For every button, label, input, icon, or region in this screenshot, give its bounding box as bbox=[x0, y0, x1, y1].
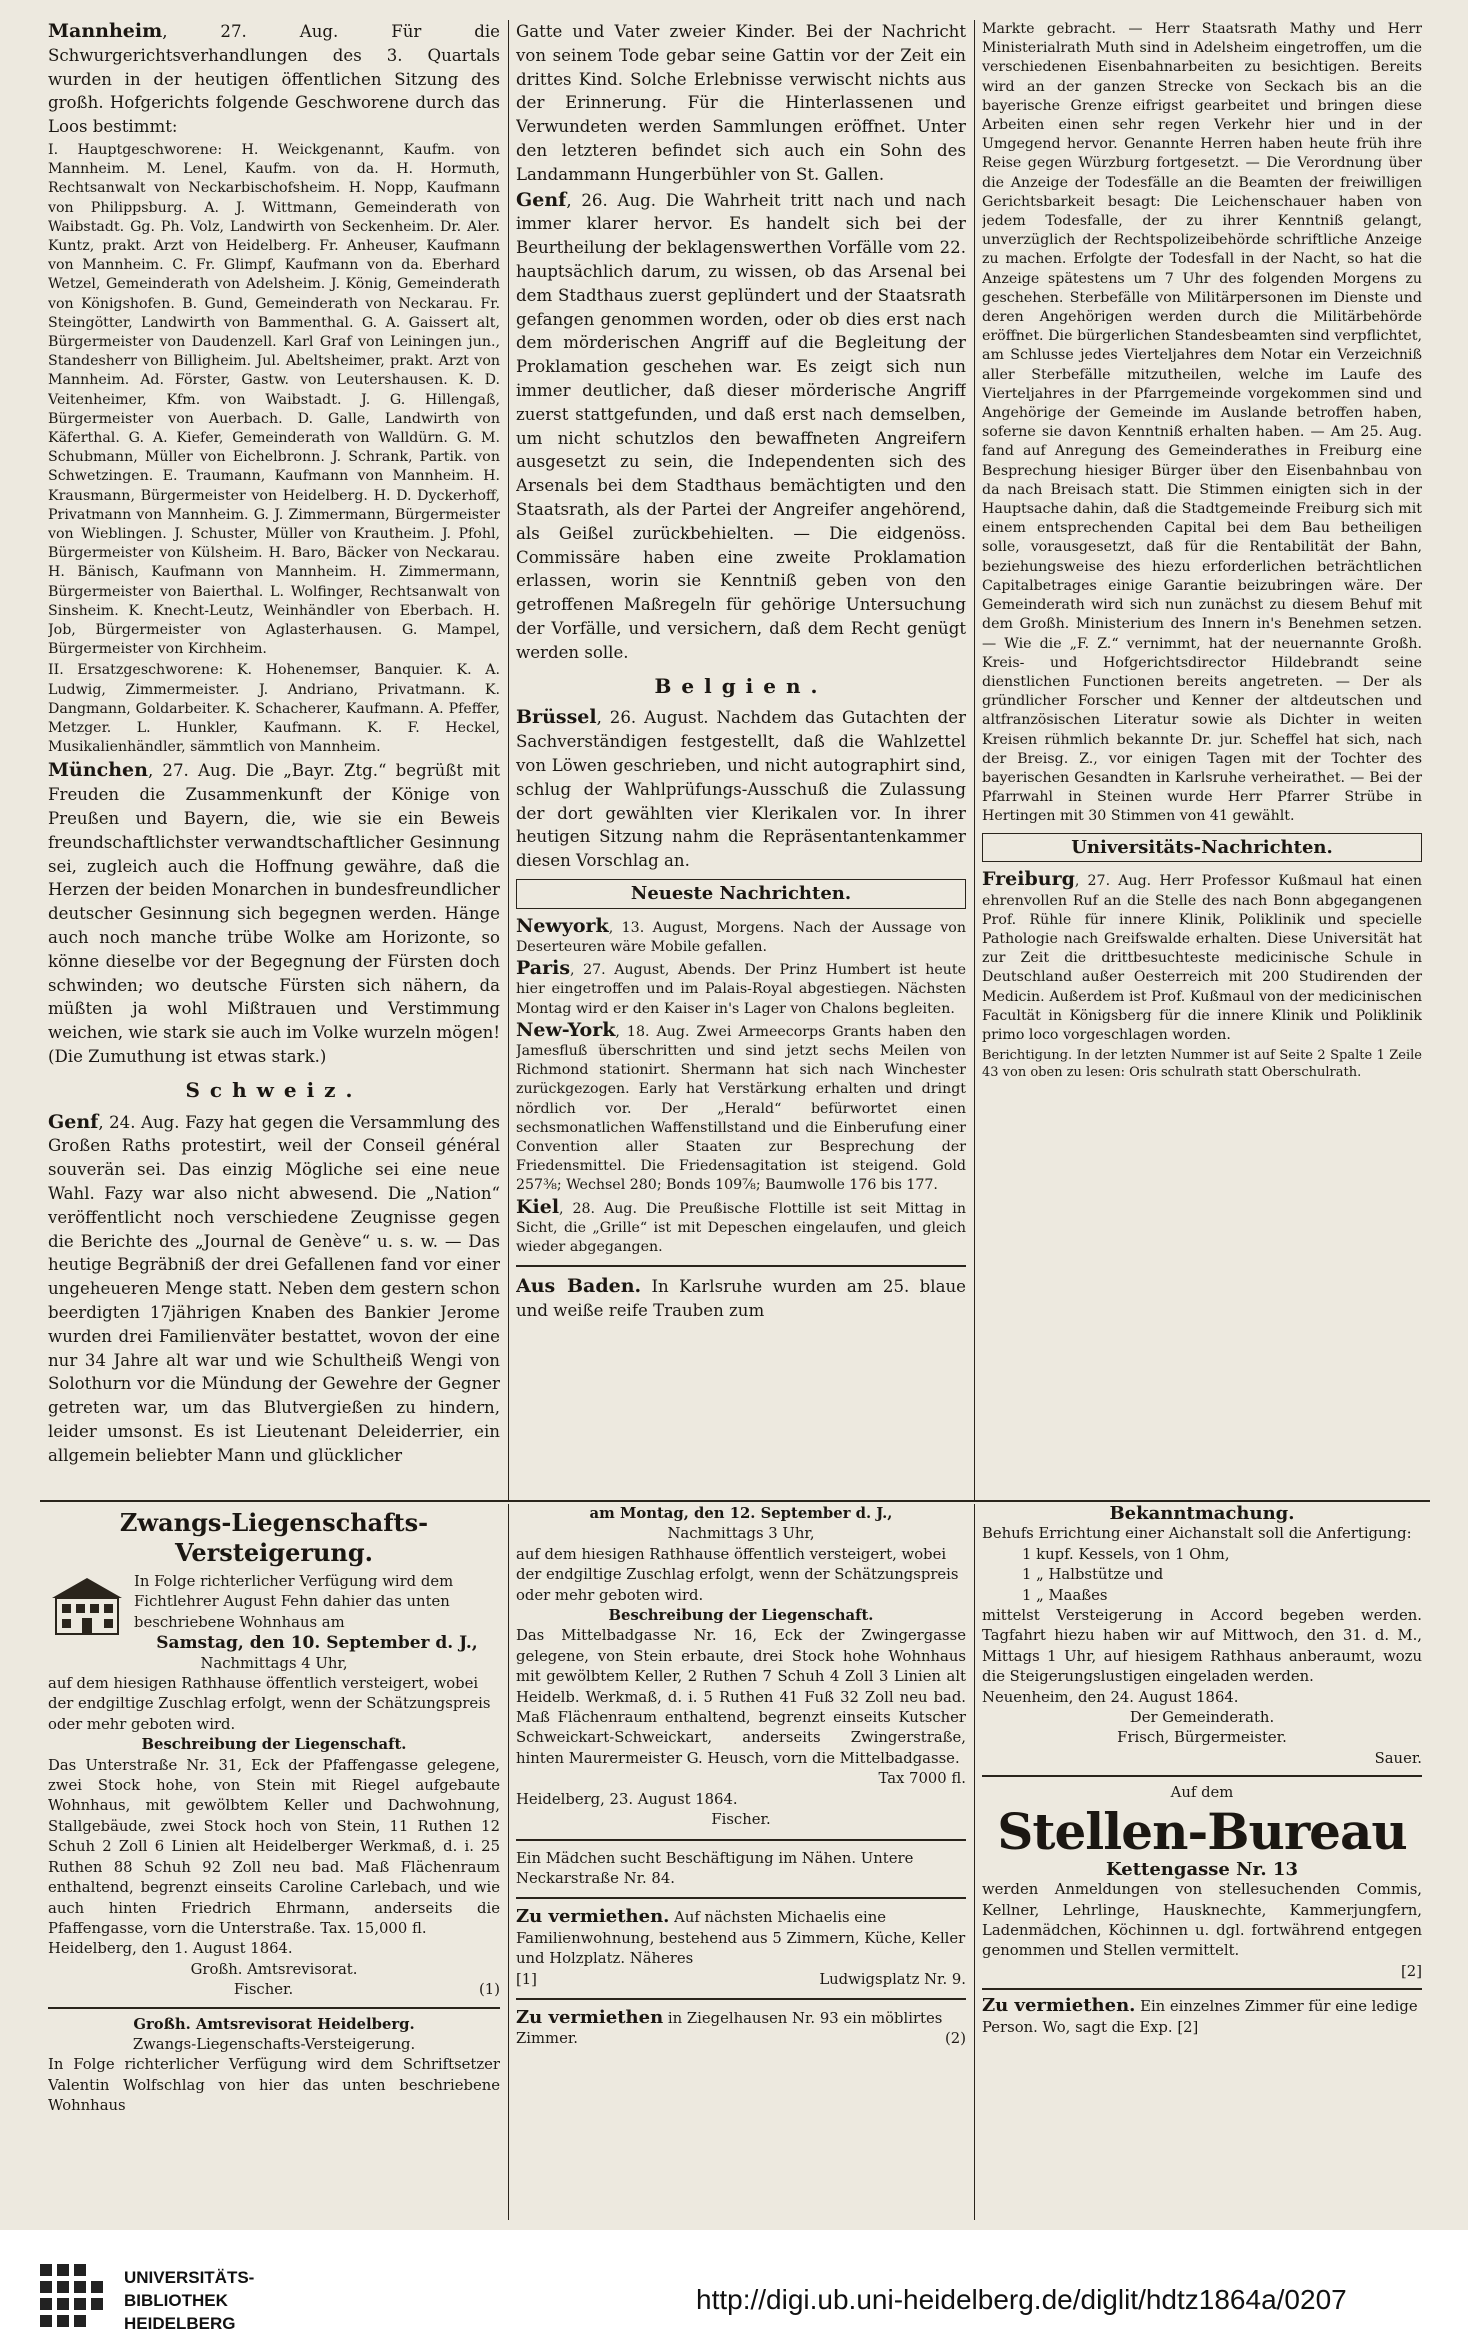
auction-date: Samstag, den 10. September d. J., bbox=[156, 1633, 478, 1654]
verm2-number: (2) bbox=[945, 2030, 966, 2048]
neueste-nachrichten-title: Neueste Nachrichten. bbox=[516, 879, 966, 909]
verm1-number: [1] bbox=[516, 1970, 537, 1988]
ad-column-2 bbox=[516, 1504, 966, 2224]
ads-separator bbox=[40, 1500, 1430, 1502]
bekanntmachung-intro: Behufs Errichtung einer Aichanstalt soll die Anfertigung: bbox=[982, 1525, 1412, 1543]
main-jurors-list: I. Hauptgeschworene: H. Weickgenannt, Kaufm. von Mannheim. M. Lenel, Kaufm. von da. H. Hormuth, Rechtsanwalt von Neckarbischofsheim. H. Nopp, Kaufmann von Philippsburg. A. J. Wittmann, Gemeinderath von Waibstadt. Gg. Ph. Volz, Landwirth von Seckenheim. Dr. Aler. Kuntz, prakt. Arzt von Heidelberg. Fr. Anheuser, Kaufmann von Mannheim. C. Fr. Glimpf, Kaufmann von da. Eberhard Wetzel, Gemeinderath von Adelsheim. J. König, Gemeinderath von Königshofen. B. Gund, Gemeinderath von Neckarau. Fr. Steingötter, Landwirth von Bammenthal. G. A. Gaissert alt, Bürgermeister von Daudenzell. Karl Graf von Leiningen jun., Standesherr von Billigheim. Jul. Abeltsheimer, prakt. Arzt von Mannheim. Ad. Förster, Gastw. von Leutershausen. K. D. Veitenheimer, Kfm. von Waibstadt. J. G. Hillengaß, Bürgermeister von Auerbach. D. Galle, Landwirth von Käferthal. G. A. Kiefer, Gemeinderath von Walldürn. G. M. Schubmann, Müller von Eichelbronn. J. Schrank, Partik. von Schwetzingen. E. Traumann, Kaufmann von Mannheim. H. Krausmann, Bürgermeister von Heidelberg. H. D. Dyckerhoff, Privatmann von Mannheim. G. J. Zimmermann, Bürgermeister von Wieblingen. J. Schuster, Müller von Krautheim. J. Pfohl, Bürgermeister von Külsheim. H. Baro, Bäcker von Neckarau. H. Bänisch, Kaufmann von Mannheim. H. Zimmermann, Bürgermeister von Baierthal. L. Wolfinger, Rechtsanwalt von Sinsheim. K. Knecht-Leutz, Weinhändler von Eberbach. H. Job, Bürgermeister von Aglasterhausen. G. Mampel, Bürgermeister von Kirchheim. bbox=[48, 141, 500, 658]
verm1-heading: Zu vermiethen. bbox=[516, 1906, 670, 1928]
column-2 bbox=[516, 20, 966, 1502]
genf2-heading: Genf bbox=[516, 188, 567, 211]
baden-heading: Aus Baden. bbox=[516, 1275, 642, 1298]
muenchen-article: , 27. Aug. Die „Bayr. Ztg.“ begrüßt mit Freuden die Zusammenkunft der Könige von Preußen und Bayern, die, wie sie ein Beweis freundschaftlichster verwandtschaftlicher Gesinnung sei, zugleich auch die Hoffnung gewähre, daß die Herzen der beiden Monarchen in bundesfreundlicher deutscher Gesinnung sich begegnen werden. Hänge auch noch manche trübe Wolke am Horizonte, so könne dieselbe vor der Begegnung der Fürsten doch schwinden; wo deutsche Fürsten sich nähern, da müßten ja wohl Mißtrauen und Verstimmung weichen, wie stark sie auch im Volke wurzeln mögen! (Die Zumuthung ist etwas stark.) bbox=[48, 761, 500, 1067]
ad-column-1 bbox=[48, 1504, 500, 2224]
column-divider bbox=[974, 1504, 975, 2220]
mannheim-heading: Mannheim bbox=[48, 20, 163, 42]
ad2-desc-title: Beschreibung der Liegenschaft. bbox=[608, 1607, 874, 1625]
gemeinderath: Der Gemeinderath. bbox=[1129, 1709, 1275, 1727]
auction-place-date: Heidelberg, den 1. August 1864. bbox=[48, 1940, 293, 1958]
reserve-jurors-list: II. Ersatzgeschworene: K. Hohenemser, Banquier. K. A. Ludwig, Zimmermeister. J. Andriano, Privatmann. K. Dangmann, Goldarbeiter. K. Schacherer, Kaufmann. A. Pfeffer, Metzger. L. Hunkler, Kaufmann. K. F. Heckel, Musikalienhändler, sämmtlich von Mannheim. bbox=[48, 662, 500, 756]
source-url-link[interactable]: http://digi.ub.uni-heidelberg.de/diglit/hdtz1864a/0207 bbox=[696, 2284, 1347, 2315]
ad2-title: Großh. Amtsrevisorat Heidelberg. bbox=[133, 2015, 415, 2033]
genf-continuation: Gatte und Vater zweier Kinder. Bei der Nachricht von seinem Tode gebar seine Gattin vor der Zeit ein drittes Kind. Solche Erlebnisse verwischt nichts aus der Erinnerung. Für die Hinterlassenen und Verwundeten werden Sammlungen eröffnet. Unter den letzteren befindet sich auch ein Sohn des Landammann Hungerbühler von St. Gallen. bbox=[516, 22, 966, 184]
genf-article: , 24. Aug. Fazy hat gegen die Versammlung des Großen Raths protestirt, weil der Conseil général souverän sei. Das einzig Mögliche sei eine neue Wahl. Fazy war also nicht abwesend. Die „Nation“ veröffentlicht noch verschiedene Zeugnisse gegen die Berichte des „Journal de Genève“ u. s. w. — Das heutige Begräbniß der drei Gefallenen fand vor einer ungeheueren Menge statt. Neben dem gestern schon beerdigten 17jährigen Knaben des Bankier Jerome wurden drei Familienväter bestattet, wovon der eine nur 34 Jahre alt war und wie Schultheiß Wengi von Solothurn vor die Mündung der Gewehre der Gegner getreten war, um das Blutvergießen zu hindern, leider umsonst. Es ist Lieutenant Deleiderrier, ein allgemein beliebter Mann und glücklicher bbox=[48, 1112, 500, 1465]
verm3-body: Ein einzelnes Zimmer für eine ledige Person. Wo, sagt die Exp. bbox=[982, 1998, 1418, 2036]
freiburg-heading: Freiburg bbox=[982, 868, 1075, 891]
auction-signature: Fischer. bbox=[233, 1981, 294, 1999]
newyork2-article: , 18. Aug. Zwei Armeecorps Grants haben den Jamesfluß überschritten und sind jetzt sechs Meilen von Richmond stationirt. Shermann hat sich nach Winchester zurückgezogen. Early hat Verstärkung erhalten und dringt nördlich vor. Der „Herald“ befürwortet einen sechsmonatlichen Waffenstillstand und die Einberufung einer Convention aller Staaten zur Besprechung der Friedensmittel. Die Friedensagitation ist steigend. Gold 257⅜; Wechsel 280; Bonds 109⅞; Baumwolle 176 bis 177. bbox=[516, 1023, 966, 1194]
ad-column-3 bbox=[982, 1504, 1422, 2224]
signatory-sauer: Sauer. bbox=[1374, 1749, 1422, 1767]
ad2-date: am Montag, den 12. September d. J., bbox=[589, 1505, 893, 1522]
bureau-body: werden Anmeldungen von stellesuchenden Commis, Kellner, Lehrlinge, Hausknechte, Kammerjungfern, Ladenmädchen, Köchinnen u. dgl. fortwährend entgegen genommen und Stellen vermittelt. bbox=[982, 1881, 1422, 1960]
library-logo-icon[interactable] bbox=[40, 2264, 110, 2334]
item-2: 1 „ Halbstütze und bbox=[1022, 1566, 1164, 1584]
library-name[interactable] bbox=[124, 2266, 254, 2335]
house-icon bbox=[48, 1574, 126, 1636]
column-divider bbox=[508, 20, 509, 1500]
bekanntmachung-place-date: Neuenheim, den 24. August 1864. bbox=[982, 1688, 1239, 1706]
paris-heading: Paris bbox=[516, 957, 571, 980]
auction-body: auf dem hiesigen Rathhause öffentlich versteigert, wobei der endgiltige Zuschlag erfolgt, wenn der Schätzungspreis oder mehr geboten wird. bbox=[48, 1675, 491, 1733]
ad2-time: Nachmittags 3 Uhr, bbox=[667, 1525, 815, 1543]
library-line-1: UNIVERSITÄTS- bbox=[124, 2268, 255, 2287]
ad-number: (1) bbox=[479, 1981, 500, 1999]
ad2-signature: Fischer. bbox=[711, 1811, 771, 1829]
genf2-article: , 26. Aug. Die Wahrheit tritt nach und nach immer klarer hervor. Es handelt sich bei der Beurtheilung der beklagenswerthen Vorfälle vom 22. hauptsächlich darum, zu wissen, ob das Arsenal bei dem Stadthaus zuerst geplündert und der Staatsrath gefangen genommen worden, oder ob dies erst nach dem mörderischen Angriff auf die Begleitung der Proklamation geschehen war. Es zeigt sich nun immer deutlicher, daß dieser mörderische Angriff zuerst stattgefunden, und daß erst nach demselben, um nicht schutzlos den bewaffneten Angreifern ausgesetzt zu sein, die Independenten sich des Arsenals bei dem Stadthaus bemächtigten und den Staatsrath, als der Partei der Angreifer angehörend, als Geißel zurückbehielten. — Die eidgenöss. Commissäre haben eine zweite Proklamation erlassen, worin sie Kenntniß geben von den getroffenen Maßregeln für gehörige Untersuchung der Vorfälle, und versichern, daß dem Recht genügt werden solle. bbox=[516, 190, 966, 662]
verm2-heading: Zu vermiethen bbox=[516, 2006, 664, 2028]
bruessel-heading: Brüssel bbox=[516, 706, 597, 729]
ad2-auction-body: auf dem hiesigen Rathhause öffentlich versteigert, wobei der endgiltige Zuschlag erfolgt, wenn der Schätzungspreis oder mehr geboten wird. bbox=[516, 1545, 959, 1604]
separator bbox=[516, 1265, 966, 1267]
bureau-address: Kettengasse Nr. 13 bbox=[1106, 1858, 1298, 1880]
property-desc-title: Beschreibung der Liegenschaft. bbox=[141, 1736, 407, 1754]
item-1: 1 kupf. Kessels, von 1 Ohm, bbox=[1022, 1545, 1230, 1563]
auction-office: Großh. Amtsrevisorat. bbox=[190, 1960, 358, 1978]
ad2-place-date: Heidelberg, 23. August 1864. bbox=[516, 1790, 738, 1808]
newyork1-article: , 13. August, Morgens. Nach der Aussage von Deserteuren wäre Mobile gefallen. bbox=[516, 919, 966, 955]
muenchen-heading: München bbox=[48, 759, 148, 782]
separator bbox=[516, 1998, 966, 2000]
auction-time: Nachmittags 4 Uhr, bbox=[200, 1654, 348, 1672]
kiel-article: , 28. Aug. Die Preußische Flottille ist seit Mittag in Sicht, die „Grille“ ist mit Depeschen eingelaufen, und gleich wieder abgegangen. bbox=[516, 1200, 966, 1255]
ad2-body: In Folge richterlicher Verfügung wird dem Schriftsetzer Valentin Wolfschlag von hier das unten beschriebene Wohnhaus bbox=[48, 2056, 500, 2115]
column-divider bbox=[508, 1504, 509, 2220]
belgien-section-title: Belgien. bbox=[654, 673, 828, 698]
bekanntmachung-body: mittelst Versteigerung in Accord begeben werden. Tagfahrt hiezu haben wir auf Mittwoch, den 31. d. M., Mittags 1 Uhr, auf hiesigem Rathhaus anberaumt, wozu die Steigerungslustigen eingeladen werden. bbox=[982, 1607, 1422, 1686]
freiburg-article: , 27. Aug. Herr Professor Kußmaul hat einen ehrenvollen Ruf an die Stelle des nach Bonn abgegangenen Prof. Rühle für innere Klinik, Poliklinik und specielle Pathologie nach Greifswalde erhalten. Diese Universität hat zur Zeit die drittbesuchteste medicinische Schule in Deutschland außer Oesterreich mit 200 Studirenden der Medicin. Außerdem ist Prof. Kußmaul von der medicinischen Facultät in Königsberg für die innere Klinik und Poliklinik primo loco vorgeschlagen worden. bbox=[982, 873, 1422, 1043]
universitaets-nachrichten-title: Universitäts-Nachrichten. bbox=[982, 833, 1422, 863]
separator bbox=[516, 1839, 966, 1841]
bureau-number: [2] bbox=[1401, 1962, 1422, 1980]
separator bbox=[982, 1988, 1422, 1990]
ad2-tax: Tax 7000 fl. bbox=[878, 1770, 966, 1788]
footer-bar bbox=[0, 2230, 1468, 2352]
bruessel-article: , 26. August. Nachdem das Gutachten der Sachverständigen festgestellt, daß die Wahlzettel von Löwen geschrieben, und nicht autographirt sind, schlug der Wahlprüfungs-Ausschuß die Zulassung der dort gewählten vier Klerikalen vor. In ihrer heutigen Sitzung nahm die Repräsentantenkammer diesen Vorschlag an. bbox=[516, 708, 966, 871]
auction-title: Zwangs-Liegenschafts-Versteigerung. bbox=[119, 1508, 429, 1567]
schweiz-section-title: Schweiz. bbox=[185, 1077, 363, 1102]
correction-notice: Berichtigung. In der letzten Nummer ist auf Seite 2 Spalte 1 Zeile 43 von oben zu lesen: Oris schulrath statt Oberschulrath. bbox=[982, 1048, 1422, 1081]
column-3 bbox=[982, 20, 1422, 1502]
verm3-heading: Zu vermiethen. bbox=[982, 1995, 1136, 2017]
library-line-3: HEIDELBERG bbox=[124, 2314, 236, 2333]
maedchen-ad: Ein Mädchen sucht Beschäftigung im Nähen. Untere Neckarstraße Nr. 84. bbox=[516, 1849, 914, 1887]
auf-dem: Auf dem bbox=[1170, 1784, 1234, 1802]
column-divider bbox=[974, 20, 975, 1500]
separator bbox=[982, 1775, 1422, 1777]
newyork2-heading: New-York bbox=[516, 1018, 616, 1041]
property-description: Das Unterstraße Nr. 31, Eck der Pfaffengasse gelegene, zwei Stock hohe, von Stein mit Riegel aufgebaute Wohnhaus, mit gewölbtem Keller und Dachwohnung, Stallgebäude, zwei Stock hoch von Stein, 11 Ruthen 12 Schuh 2 Zoll 6 Linien alt Heidelberger Werkmaß, d. i. 25 Ruthen 88 Schuh 92 Zoll neu bad. Maß Flächenraum enthaltend, begrenzt einseits Caroline Carlebach, und wie auch hinten Friedrich Ehrmann, anderseits die Pfaffengasse, vorn die Unterstraße. Tax. 15,000 fl. bbox=[48, 1756, 500, 1937]
separator bbox=[516, 1897, 966, 1899]
bekanntmachung-title: Bekanntmachung. bbox=[1109, 1504, 1295, 1524]
signatories: Frisch, Bürgermeister. bbox=[1117, 1729, 1287, 1747]
genf-heading: Genf bbox=[48, 1110, 99, 1133]
verm1-address: Ludwigsplatz Nr. 9. bbox=[819, 1970, 966, 1988]
newyork1-heading: Newyork bbox=[516, 914, 609, 937]
column-1 bbox=[48, 20, 500, 1502]
paris-article: , 27. August, Abends. Der Prinz Humbert ist heute hier eingetroffen und im Palais-Royal abgestiegen. Nächsten Montag wird er den Kaiser in's Lager von Chalons begleiten. bbox=[516, 962, 966, 1017]
separator bbox=[48, 2007, 500, 2009]
ad2-description: Das Mittelbadgasse Nr. 16, Eck der Zwingergasse gelegene, von Stein erbaute, drei Stock hohe Wohnhaus mit gewölbtem Keller, 2 Ruthen 7 Schuh 4 Zoll 3 Linien alt Heidelb. Werkmaß, d. i. 5 Ruthen 41 Fuß 32 Zoll neu bad. Maß Flächenraum enthaltend, begrenzt einseits Kutscher Schweickart-Schweickart, anderseits Zwingerstraße, hinten Maurermeister G. Heusch, vorn die Mittelbadgasse. bbox=[516, 1627, 966, 1767]
verm2-body: in Ziegelhausen Nr. 93 ein möblirtes Zimmer. bbox=[516, 2009, 943, 2048]
kiel-heading: Kiel bbox=[516, 1195, 560, 1218]
ad2-subtitle: Zwangs-Liegenschafts-Versteigerung. bbox=[132, 2035, 416, 2053]
mannheim-article: , 27. Aug. Für die Schwurgerichtsverhandlungen des 3. Quartals wurden in der heutigen öffentlichen Sitzung des großh. Hofgerichts folgende Geschworene durch das Loos bestimmt: bbox=[48, 22, 500, 137]
baden-continued-article: Markte gebracht. — Herr Staatsrath Mathy und Herr Ministerialrath Muth sind in Adelsheim eingetroffen, um die verschiedenen Eisenbahnarbeiten zu besichtigen. Bereits wird an der ganzen Strecke von Seckach bis an die bayerische Grenze eifrigst gearbeitet und bringen diese Arbeiten einen sehr regen Verkehr hier und in der Umgegend hervor. Genannte Herren haben heute früh ihre Reise gegen Würzburg fortgesetzt. — Die Verordnung über die Anzeige der Todesfälle an die Beamten der freiwilligen Gerichtsbarkeit besagt: Die Leichenschauer haben von jedem Todesfalle, der zu ihrer Kenntniß gelangt, unverzüglich der Rechtspolizeibehörde schriftliche Anzeige zu machen. Erfolgte der Todesfall in der Nacht, so hat die Anzeige spätestens um 7 Uhr des folgenden Morgens zu geschehen. Sterbefälle von Militärpersonen im Dienste und deren Angehörigen werden durch die Militärbehörde eröffnet. Die bürgerlichen Standesbeamten sind verpflichtet, am Schlusse jedes Vierteljahres dem Notar ein Verzeichniß aller Sterbefälle mitzutheilen, welche im Laufe des Vierteljahres in der Pfarrgemeinde vorgekommen sind und Angehörige der Gemeinde im Auslande betroffen haben, soferne sie davon Kenntniß erhalten haben. — Am 25. Aug. fand auf Anregung des Gemeinderathes in Freiburg eine Besprechung hiesiger Bürger über den Eisenbahnbau von da nach Breisach statt. Die Stimmen einigten sich in der Hauptsache dahin, daß die Stadtgemeinde Freiburg sich mit einem entsprechenden Capital bei dem Bau betheiligen solle, vorausgesetzt, daß für die Rentabilität der Bahn, beziehungsweise des hiezu erforderlichen beträchtlichen Capitalbetrages einige Garantie beizubringen wäre. Der Gemeinderath wird sich nun zunächst zu diesem Behuf mit dem Großh. Ministerium des Innern in's Benehmen setzen. — Wie die „F. Z.“ vernimmt, hat der neuernannte Großh. Kreis- und Hofgerichtsdirector Hildebrandt seine dienstlichen Functionen bereits angetreten. — Der als gründlicher Forscher und Kenner der altdeutschen und altfranzösischen Literatur sowie als Dichter in weiten Kreisen rühmlich bekannte Dr. jur. Scheffel hat sich, nach der Breisg. Z., vor einigen Tagen mit der Tochter des bayerischen Gesandten in Karlsruhe verheirathet. — Bei der Pfarrwahl in Steinen wurde Herr Pfarrer Strübe in Hertingen mit 30 Stimmen von 41 gewählt. bbox=[982, 21, 1422, 825]
item-3: 1 „ Maaßes bbox=[1022, 1586, 1108, 1604]
verm3-number: [2] bbox=[1177, 2018, 1199, 2036]
stellen-bureau-title: Stellen-Bureau bbox=[997, 1801, 1407, 1861]
auction-intro: In Folge richterlicher Verfügung wird dem Fichtlehrer August Fehn dahier das unten beschriebene Wohnhaus am bbox=[134, 1573, 454, 1631]
baden-article: In Karlsruhe wurden am 25. blaue und weiße reife Trauben zum bbox=[516, 1277, 966, 1320]
library-line-2: BIBLIOTHEK bbox=[124, 2291, 228, 2310]
verm1-body: Auf nächsten Michaelis eine Familienwohnung, bestehend aus 5 Zimmern, Küche, Keller und Holzplatz. Näheres bbox=[516, 1909, 966, 1968]
